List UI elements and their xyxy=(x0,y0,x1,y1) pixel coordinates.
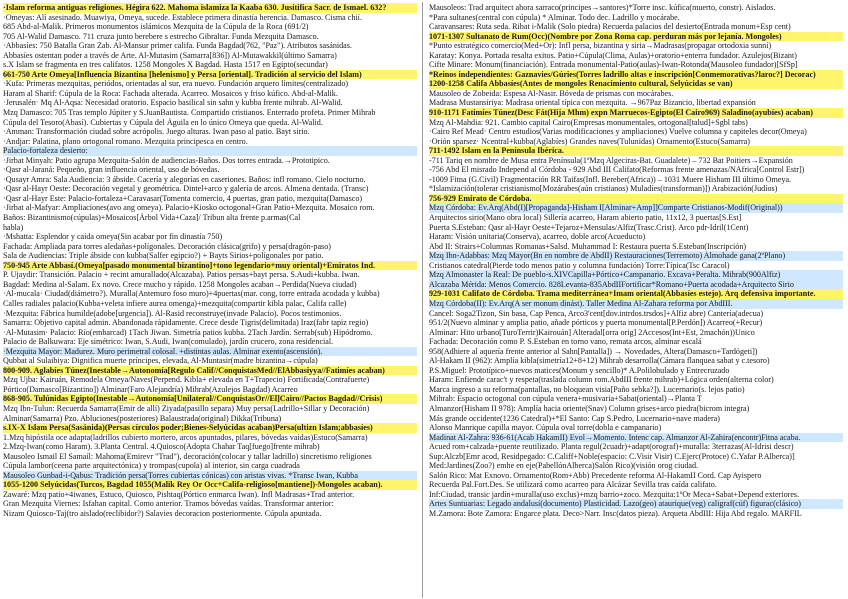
left-note-line: ·Amman: Transformación ciudad sobre acrópolis. Juego alturas. Iwan paso al patio. Bayt sirio. xyxy=(3,127,310,137)
left-note-line: 868-905. Tulúnidas Egipto(Inestable→Autonomía[Unilateral//ConquistasOr//El]Cairo//Pactos Bagdad//Crisis) xyxy=(3,394,417,404)
left-note-line: Mausoleo Gunbad-i-Qabus: Tradición persa(Torres cubiertas cónicas) con aristas vivas. *Transc Iwan, Kubba xyxy=(3,471,417,481)
left-note-line: ·Mezquita: Fábrica humilde(adobe[urgencia]). Al-Rasid reconstruye(invade Palacio). Pocos testimonios. xyxy=(3,308,342,318)
left-note-line: ·Qasr al-Hayr Este: Palacio-fortaleza+Caravasar(Tomenta comercio, 4 puertas, gran patio, mezquita(Damasco) xyxy=(3,193,363,203)
right-note-line: Haram: Visión unitaria(Conserva), acarreo, doble arco(Acueducto) xyxy=(429,232,646,242)
right-note-line: 1071-1307 Sultanato de Rum(Occ)(Nombre por Zona Roma cap. perduran más por lejanía. Mongoles) xyxy=(429,32,843,42)
left-note-line: Calles radiales palacio(Kubba+veleta infiere aurea omenga)+mezquita(compartir kibla palac, Califa calle) xyxy=(3,298,347,308)
left-note-line: Alminar(Samarra) Pzo. Abluciones(posteriores) Balaustrada(original) Dikka(Tribuna) xyxy=(3,413,282,423)
left-note-line: Baños: Bizantinismo(cúpulas)+Mosaicos[Árbol Vida+Caza]/ Tribun alta frente p.armas(Cal xyxy=(3,213,301,223)
right-note-line: Karatay: Konya. Portada resalta exitos. Patio+Cúpula(Clima, Aulas)+oratorio+enterra fundador. Azulejos(Bizant) xyxy=(429,50,797,60)
left-note-line: Fachada: Ampliada para torres aledañas+polígonales. Decoración clásica(grifo) y persa(dragón-paso) xyxy=(3,241,331,251)
left-note-line: Nizam Quiosco-Taj(tro aislado(reclibidor?) Salavies decoracion posteriormente. Cúpula apuntada. xyxy=(3,508,322,518)
left-note-line: ·Jirbat al-Mafyar: Ampliaciones(avo ang omeya). Palacio+Kiosko octogonal+Gran Patio+Mezquita. Mosaico rom. xyxy=(3,203,375,213)
right-note-line: Cancel: Soga2Tizon, Sin basa, Cap Penca, Arco3'cent[dov.intrdos.trsdos]+Alfiz abre) Cantería(adecua) xyxy=(429,308,764,318)
left-note-line: ·Qasr al-Hayr Oeste: Decoración vegetal y geométrica. Dintel+arco y galería de arcos. Almena dentada. (Transc) xyxy=(3,184,369,194)
right-note-line: P.S.Miguel: Prototípico+nuevos matices(Monum y sencillo)* A.Polilobulado y Entrecruzado xyxy=(429,365,730,375)
right-note-line: M.Zamora: Bote Zamora: Engarce plata. Deco>Narr. Insc(datos pieza). Arqueta AbdIII: Hija Abd regalo. MARFIL xyxy=(429,508,802,518)
left-note-line: Abbasíes ostentan poder a través de Arte. Al-Mutasim (Samarra[836]) Al-Mutawakkil(último Samarra) xyxy=(3,50,337,60)
right-note-line: Madrasa Mustansiriya: Madrasa oriental típica con mezquita. →967Paz Bizancio, libertad expansión xyxy=(429,98,756,108)
left-note-line: Sala de Audiencias: Triple ábside con kubba(Salfer egipcio?) + Bayts Sirios+polígonales por patio. xyxy=(3,251,324,261)
right-note-line: Arquitectos sirio(Mano obra local) Sillería acarreo, Haram abierto patio, 11x12, 3 puertas[S.Est] xyxy=(429,213,742,223)
left-note-line: Palacio-fortaleza desierto: xyxy=(3,146,417,156)
left-note-line: s.X Islam se fragmenta en tres califatos. 1258 Mongoles X Bagdad. Hasta 1517 en Egipto(secundar) xyxy=(3,60,328,70)
right-note-line: ·Cairo Ref Mead· Centro estudios(Varias modificaciones y ampliaciones) Vuelve columna y capiteles decor(Omeya) xyxy=(429,127,807,137)
right-note-line: Madinat Al-Zahra: 936-61(Acab HakamII) Evol→Momento. Intenc cap. Almanzor Al-Zahira(encontr)Fitna acaba. xyxy=(429,433,843,443)
left-note-line: ·Al-Mutasim· Palacio: Río(embarcad) 1Tach Jiwan. Simetría patios kubba. 2Tach Jardín. Serrab(sub) Hipódromo. xyxy=(3,327,373,337)
right-note-line: Med:Jardines(Zoo?) emhe en eje(PabellónAlberca)Salón Rico)(visión orog ciudad. xyxy=(429,461,699,471)
right-note-line: Salón Rico: Mat Exnovo. Ornamento(Rom+Abb) Precedente reforma Al-HakamII Cord. Cap Ayispero xyxy=(429,470,762,480)
left-note-line: 685 Abd-al-Malik. Primeros monumentos islámicos Mezquita de la Cúpula de la Roca (691/2) xyxy=(3,22,309,32)
left-note-line: Zawaré: Mzq patio+4iwanes, Estuco, Quiosco, Pishtaq(Pórtico enmarca Iwan). Infl Madrasas+Trad anterior. xyxy=(3,489,355,499)
left-note-line: ·Kufa: Primeras mezquitas, periódos, orientadas al sur, era nuevo. Fundación arquero límites(centralizado) xyxy=(3,79,349,89)
right-note-line: -711 Tariq en nombre de Musa entra Península(1ºMzq Algeciras-Bat. Guadalete) – 732 Bat Poitiers→Expansión xyxy=(429,155,793,165)
right-note-line: Inf:Ciudad, transic jardín+muralla(uso exclus)+mzq barrio+zoco. Mezquita:1ºOr Meca+Sabat+Depend exteriores. xyxy=(429,489,800,499)
right-note-line: -756 Abd El misrado Independ al Córdoba - 929 Abd III Califato(Reformas frente amenazas/NAfrica[Control Estr]) xyxy=(429,165,805,175)
left-note-line: Cúpula del Tesoro(Abasí). Cubiertas y Cúpula del Águila en lo único Omeya que queda. Al-Walid. xyxy=(3,117,323,127)
right-note-line: 756-929 Emirato de Córdoba. xyxy=(429,194,843,204)
left-note-line: ·Mshatta: Esplendor y caída omeya(Sin acabar por fin dinastía 750) xyxy=(3,232,223,242)
left-note-line: ·Andjar: Palatina, plano ortogonal romano. Mezquita principesca en centro. xyxy=(3,136,248,146)
right-note-line: *Punto estratégico comercio(Med+Or): Infl persa, bizantina y siria→Madrasas(propagar ortodoxia sunní) xyxy=(429,41,772,51)
left-note-line: Qubbat al Sulaibiya: Dignifica muerte príncipes, elevada, Al-Muntasir(madre bizantina→cúpula) xyxy=(3,356,318,366)
right-note-line: Cristianos catedral(Pierde todo menos patio y columna fundación) Torre:Típica(Tsc Caracol) xyxy=(429,260,730,270)
left-note-line: Gran Mezquita Viernes: Isfahan capital. Como anterior. Tramos bóvedas vaídas. Transformar anterior: xyxy=(3,499,334,509)
right-note-line: Alonso Manrique capilla mayor. Cúpula oval torre(dobla e campanario) xyxy=(429,423,662,433)
right-note-line: Mausoleos: Trad arquitect ahora sarraco(principes→santores)*Torre insc. kúfica(muerto, constr). Aislados. xyxy=(429,3,776,12)
right-note-line: 910-1171 Fatimíes Túnez(Desc Fát(Hija Mhm) expn Marruecos-Egipto(El Cairo969) Saladino(ayubíes) acaban) xyxy=(429,108,843,118)
right-note-line: -1009 Fitna (G.Civil) Fragmentación RR Taifas(Infl. Bereber(Africa)) – 1031 Muere Hisham III último Omeya. xyxy=(429,174,792,184)
right-note-line: Mzq Córdoba: Ev.Arq(Abd(I)[Propaganda]-Hisham I[Alminar+Amp]]Comparte Cristianos-Modif(Original)) xyxy=(429,203,843,213)
left-note-line: ·Qusayr Amra: Sala Audiencia: 3 ábside. Cacería y alegorías en caseriones. Baños: infl romano. Cielo nocturno. xyxy=(3,174,366,184)
right-note-line: 711-1492 Islam en la Península Ibérica. xyxy=(429,146,843,156)
left-note-line: 1055-1200 Selyúcidas(Turcos, Bagdad 1055(Malik Rey Or Occ+Califa-religioso[mantiene])-Mongoles acaban). xyxy=(3,480,417,490)
left-note-line: 705 Al-Walid Damasco. 711 cruza junto berebere s estrecho Gibraltar. Funda Mezquita Damasco. xyxy=(3,31,319,41)
left-note-line: Mzq Damasco: 705 Tras templo Júpiter y S.JuanBautista. Compartido cristianos. Enterrado profeta. Primer Mihrab xyxy=(3,108,376,118)
right-note-line: Caravansares: Ruta seda. Ribat i-Malik (Solo piedra) Recuerda palacios del desierto(Entrada monum+Esp cent) xyxy=(429,22,791,32)
right-note-line: Al-Hakam II (962): Amplía kibla(simetría12+8+12) Mihrab desarrolla(Cámara flanquea sabat y c.tesoro) xyxy=(429,356,770,366)
right-note-line: Alcazaba Mérida: Menos Comercio. 828Levanta-835AbdIIFortificar*Romano+Puerta acodada+Arquitecto Sirio xyxy=(429,280,843,290)
left-note-line: s.IX-X Islam Persa(Sasánida)(Persas círculos poder;Bienes-Selyúcidas acaban)Persa(ultizn Islam;abbasíes) xyxy=(3,423,417,433)
right-note-line: 958(Adhiere al aquería frente anterior al Sahn[Pantalla]) → Novedades, Altera(Damasco+Tardógeti]) xyxy=(429,346,758,356)
left-note-line: ·Jirbat Minyah: Patio agrupa Mezquita-Salón de audiencias-Baños. Dos torres entrada.→Prototipico. xyxy=(3,155,330,165)
right-note-line: Acued rom+calzada+puente reutilizado. Planta regul(2cuadr)+adapt(orograf)+muralla: 3terrazas(Al-Idrisi descr) xyxy=(429,442,794,452)
left-note-line: ·Jerusalén· Mq Al-Aqsa: Necesidad oratorio. Espacio basilical sin sahn y kubba frente mihrab. Al-Walid. xyxy=(3,98,343,108)
right-note-line: Mausoleo de Zobeida: Espesa Al-Nasir. Bóveda de prismas con mocárabes. xyxy=(429,88,674,98)
right-note-line: Puerta S.Esteban: Qasr al-Hayr Oeste+Tejaroz+Mensulas/Alfiz(Trasc.Crist). Arco pdr-Idril(1Cent) xyxy=(429,222,749,232)
column-divider xyxy=(422,2,423,598)
right-note-line: Sup:Alczb[Emr acod, Residpegado: C.Califf+Noble(espacio: C.Visir Visir) C.Ejerc(Protoce) C.Yafar P.Alberca)] xyxy=(429,451,795,461)
right-note-line: Haram: Enfiende carac't y respeta(traslada column rom.AbdIII frente mihrab)+Lógica orden(alterna color) xyxy=(429,375,774,385)
left-column xyxy=(3,3,417,597)
left-note-line: ·Qasr al-Jaraná: Pequeño, gran influencia oriental, uso de bóvedas. xyxy=(3,165,220,175)
left-note-line: 661-750 Arte Omeya[Influencia Bizantina [helenismo] y Persa [oriental]. Tradición al servicio del Islam) xyxy=(3,70,417,80)
right-note-line: Fachada: Decoración como P. S.Esteban en torno vano, remata arcos, alminar escalá xyxy=(429,337,702,347)
left-note-line: Cúpula lambor(ceena parte arquitectónica) y trompas(cupola) al interior, sin carga cuadrada xyxy=(3,461,300,471)
left-note-line: 2.Mzq-Iwan(como Haram). 3.Planta Central. 4.Quiosco(Adopta Chahar Taq[fuego]frente mihrab) xyxy=(3,442,320,452)
left-note-line: Samarra: Objetivo capital admin. Abandonada rápidamente. Crece desde Tigris(delimitada) Iraz(fabr tapiz regio) xyxy=(3,318,369,328)
right-note-line: *Islamización(tolerar cristianismo[Mozárabes(aún cristianos) Muladíes(transforman)]) Arabización(Judíos) xyxy=(429,184,778,194)
right-note-line: 951/2(Nuevo alminar y amplia patio, añade pórticos y puerta monumental[P.Perdón]) Acarreo(+Recur) xyxy=(429,318,763,328)
left-note-line: Haram al Sharif: Cúpula de la Roca: Fachada alterada. Acarreo. Mosaicos y friso kúfico. Abd-al-Malik. xyxy=(3,88,338,98)
right-note-line: Mzq Córdoba(II): Ev.Arq(A ser monum dinást). Taller Medina Al-Zahara reforma por AbdIII. xyxy=(429,299,843,309)
left-note-line: Mzq Ibn-Tulun: Recuerda Samarra(Emir de allí) Ziyada(pasillo separa) Muy persa(Ladrillo+Sillar y Decoración) xyxy=(3,403,370,413)
right-note-line: Recuerda Pal.Fort.Des. Se utilizará como acarreo para Alcázar Sevilla tras caída califato. xyxy=(429,480,717,490)
left-note-line: Pórtico(Damasco[Bizantino]) Alminar(Faro Alejandría) Mihrab(Azulejos Bagdad) Acarreo xyxy=(3,384,298,394)
right-note-line: *Para sultanes(central con cúpula) * Alminar. Todo dec. Ladrillo y mocárabe. xyxy=(429,12,680,22)
left-note-line: 750-945 Arte Abbasí.(Omeya[pasado monumental bizantino]+tono legendario+muy oriental)+Emiratos Ind. xyxy=(3,261,417,271)
left-note-line: ·Islam reforma antiguas religiones. Hégira 622. Mahoma islamiza la Kaaba 630. Jusitifica Sacr. de Ismael. 632? xyxy=(3,3,417,13)
right-note-line: Mzq Al-Mahdia: 921. Cambio capital Cairo(Empresas monumentales, ortogonal[talud]+Sgbl tabs) xyxy=(429,117,748,127)
left-note-line: Bagdad: Medina al-Salam. Ex novo. Crece mucho y rápido. 1258 Mongoles acaban→Perdida(Nueva ciudad) xyxy=(3,279,357,289)
right-note-line: Mzq Almonaster la Real: De pueblo-s.XIVCapilla+Pórtico+Campanario. Excava+Peralta. Mihrab(900Alfiz) xyxy=(429,270,843,280)
right-note-line: 1200-1258 Califa Abbasíes(Antes de mongoles Renacimiento cultural, Selyúcidas se van) xyxy=(429,79,843,89)
right-note-line: Alminar: Hito urbano[TuroTerrir)Kairouán] Alteradal[orra orig] 2Accesos(Int+Est, 2machón))Unico xyxy=(429,327,755,337)
right-note-line: Marca ingreso a su reforma(pantallas, no bloquean visia[Paño sebka?]). Lucernario(s. lejos patio) xyxy=(429,384,745,394)
right-note-line: Cifte Minare: Monum(financiación). Entrada monumental-Patio(aulas)-Iwan-Rotonda(Mausoleo fundador)[SfSp] xyxy=(429,60,798,70)
left-note-line: 1.Mzq hipóstila oce adapta(ladrillos cubierto mortero, arcos apuntados, pilares, bóvedas vaídas)Estuco(Samarra) xyxy=(3,432,368,442)
right-note-line: Artes Suntuarias: Legado andalusí(documento) Plasticidad. Lazo(geo) ataurique(veg) caligraf(cúf) figurac(clásico) xyxy=(429,499,843,509)
right-column xyxy=(429,3,843,597)
left-note-line: ·Al-mucala· Ciudad(diámetro?). Muralla(Antemuro foso muro)+4puertas(mar. cong, torre entrada acodada y kubba) xyxy=(3,289,380,299)
left-note-line: Mzq Ujba: Kairuán, Remodela Omeya/Naves(Perpend. Kibla+ elevada en T+Trapecio) Fortificada(Contrafuerte) xyxy=(3,375,370,385)
left-note-line: 800-909. Aglabíes Túnez(Inestable→Autonomía[Regulo Calif//ConquistasMed//ElAbbasiyya//Fatimíes acaban) xyxy=(3,366,417,376)
right-note-line: Mihrab: Espacio octogonal con cúpula venera+musivaria+Sabat(oriental)→Planta T xyxy=(429,394,702,404)
right-note-line: ·Orión sparsez· Ncentral+kubba(Aglabíes) Grandes naves(Tulunidas) Ornamento(Estuco(Samarra) xyxy=(429,136,750,146)
left-note-line: Mausoleo Ismail El Samaíl: Mahoma(Emirevr "Trad"), decoración(colocar y tallar ladrillo) sincretismo religiones xyxy=(3,451,372,461)
right-note-line: Almanzor(Hisham II 978): Amplía hacia oriente(Snav) Column grises+arco piedra(bicrom integra) xyxy=(429,403,750,413)
left-note-line: ·Omeyas: Alí asesinado. Muawiya, Omeya, sucede. Establece primera dinastía herencia. Damasco. Cisma chií. xyxy=(3,12,362,22)
right-note-line: Mzq Ibn-Adabbas: Mzq Mayor(Bn en nombre de AbdII) Restauraciones(Terremoto) Almohade gana(2ºPlano) xyxy=(429,251,843,261)
right-note-line: *Reinos independientes: Gaznavies/Gúries(Torres ladrillo altas e inscripción[Conmemorativas?laroc?] Decorac) xyxy=(429,70,843,80)
left-note-line: ·Mezquita Mayor: Madurez. Muro perimetral colosal. +distintas aulas. Alminar exento(ascensión). xyxy=(3,347,417,357)
left-note-line: P. Ujaydir: Transición. Palacio + recint amurallado(Alcazaba). Patios persas+bayt persa. S.Audi+kubba. Iwan. xyxy=(3,270,360,280)
left-note-line: Palacio de Balkuwara: Eje simétrico: Iwan, S.Audi, Iwan(comulado), jardín crucero, zona residencial. xyxy=(3,337,334,347)
right-note-line: 929-1031 Califato de Córdoba. Trama mediterránea+Imam oriental(Abbasíes estejo). Arq defensiva importante. xyxy=(429,289,843,299)
right-note-line: Más grande occidente(1236 Catedral)+*El Santo: Cap S.Pedro, Lucernario+nave madera) xyxy=(429,413,720,423)
left-note-line: ·Abbasíes: 750 Batalla Gran Zab. Al-Mansur primer califa. Funda Bagdad(762, "Paz"). Atributos sasánidas. xyxy=(3,41,352,51)
right-note-line: Abd II: Strairs+Columnas Romanas+Salsd. Muhammad I: Restaura puerta S.Esteban(Inscripción) xyxy=(429,241,747,251)
left-note-line: habla) xyxy=(3,222,24,232)
